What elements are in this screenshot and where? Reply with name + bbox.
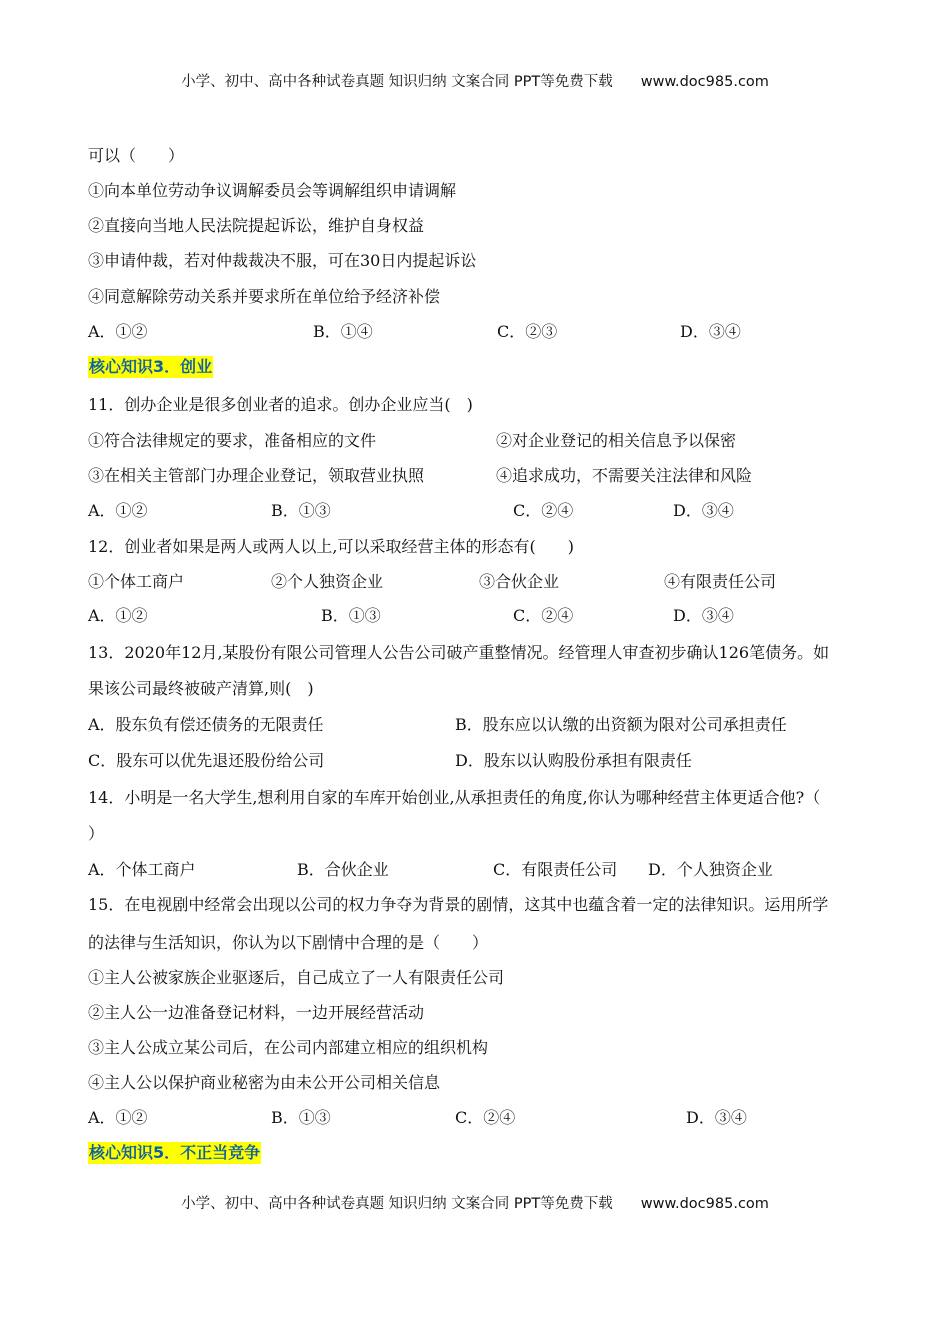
q14-stem-line-2: ） [88,824,105,843]
q12-option-d: D．③④ [673,606,734,625]
q11-option-c: C．②④ [513,501,574,520]
q11-item-3: ③在相关主管部门办理企业登记，领取营业执照 [88,466,425,485]
q15-stem-line-1: 15．在电视剧中经常会出现以公司的权力争夺为背景的剧情，这其中也蕴含着一定的法律知识。运用所学 [88,895,829,914]
q13-stem-line-2: 果该公司最终被破产清算,则( ) [88,679,314,698]
q10-item-3: ③申请仲裁，若对仲裁裁决不服，可在30日内提起诉讼 [88,251,477,270]
section-heading-5: 核心知识5．不正当竞争 [89,1143,261,1162]
q13-option-b: B．股东应以认缴的出资额为限对公司承担责任 [455,715,787,734]
footer-text: 小学、初中、高中各种试卷真题 知识归纳 文案合同 PPT等免费下载 [181,1196,613,1212]
q12-item-2: ②个人独资企业 [271,572,384,591]
q11-option-a: A．①② [88,501,148,520]
q11-stem: 11．创办企业是很多创业者的追求。创办企业应当( ) [88,395,473,414]
page-header [0,70,950,91]
page-footer [0,1192,950,1213]
q14-option-a: A．个体工商户 [88,860,196,879]
q10-option-b: B．①④ [313,322,373,341]
footer-url[interactable]: www.doc985.com [640,1196,769,1212]
q15-item-4: ④主人公以保护商业秘密为由未公开公司相关信息 [88,1073,441,1092]
q12-item-4: ④有限责任公司 [664,572,777,591]
header-text: 小学、初中、高中各种试卷真题 知识归纳 文案合同 PPT等免费下载 [181,74,613,90]
q10-item-2: ②直接向当地人民法院提起诉讼，维护自身权益 [88,216,425,235]
q12-item-3: ③合伙企业 [479,572,560,591]
q15-item-2: ②主人公一边准备登记材料，一边开展经营活动 [88,1003,425,1022]
q10-item-1: ①向本单位劳动争议调解委员会等调解组织申请调解 [88,181,457,200]
q13-option-c: C．股东可以优先退还股份给公司 [88,751,325,770]
q10-option-d: D．③④ [680,322,741,341]
q10-item-4: ④同意解除劳动关系并要求所在单位给予经济补偿 [88,287,441,306]
q15-option-b: B．①③ [271,1108,331,1127]
q10-option-c: C．②③ [497,322,558,341]
q14-option-c: C．有限责任公司 [493,860,618,879]
q13-option-a: A．股东负有偿还债务的无限责任 [88,715,324,734]
q11-item-4: ④追求成功，不需要关注法律和风险 [496,466,753,485]
q11-item-2: ②对企业登记的相关信息予以保密 [496,431,737,450]
q10-stem-tail: 可以（ ） [88,146,185,165]
q11-item-1: ①符合法律规定的要求，准备相应的文件 [88,431,377,450]
q12-option-a: A．①② [88,606,148,625]
q14-option-b: B．合伙企业 [297,860,389,879]
q12-stem: 12．创业者如果是两人或两人以上,可以采取经营主体的形态有( ) [88,537,574,556]
q13-option-d: D．股东以认购股份承担有限责任 [455,751,692,770]
q15-option-d: D．③④ [686,1108,747,1127]
q15-stem-line-2: 的法律与生活知识，你认为以下剧情中合理的是（ ） [88,933,489,952]
q14-option-d: D．个人独资企业 [648,860,773,879]
q15-item-3: ③主人公成立某公司后，在公司内部建立相应的组织机构 [88,1038,489,1057]
q11-option-b: B．①③ [271,501,331,520]
q15-option-c: C．②④ [455,1108,516,1127]
q15-item-1: ①主人公被家族企业驱逐后，自己成立了一人有限责任公司 [88,968,505,987]
header-url[interactable]: www.doc985.com [640,74,769,90]
q15-option-a: A．①② [88,1108,148,1127]
q10-option-a: A．①② [88,322,148,341]
q12-option-b: B．①③ [321,606,381,625]
q13-stem-line-1: 13．2020年12月,某股份有限公司管理人公告公司破产重整情况。经管理人审查初步确认126笔债务。如 [88,643,830,662]
q12-option-c: C．②④ [513,606,574,625]
q12-item-1: ①个体工商户 [88,572,185,591]
q14-stem-line-1: 14．小明是一名大学生,想利用自家的车库开始创业,从承担责任的角度,你认为哪种经营主体更适合他?（ [88,788,821,807]
section-heading-3: 核心知识3．创业 [89,357,213,376]
q11-option-d: D．③④ [673,501,734,520]
